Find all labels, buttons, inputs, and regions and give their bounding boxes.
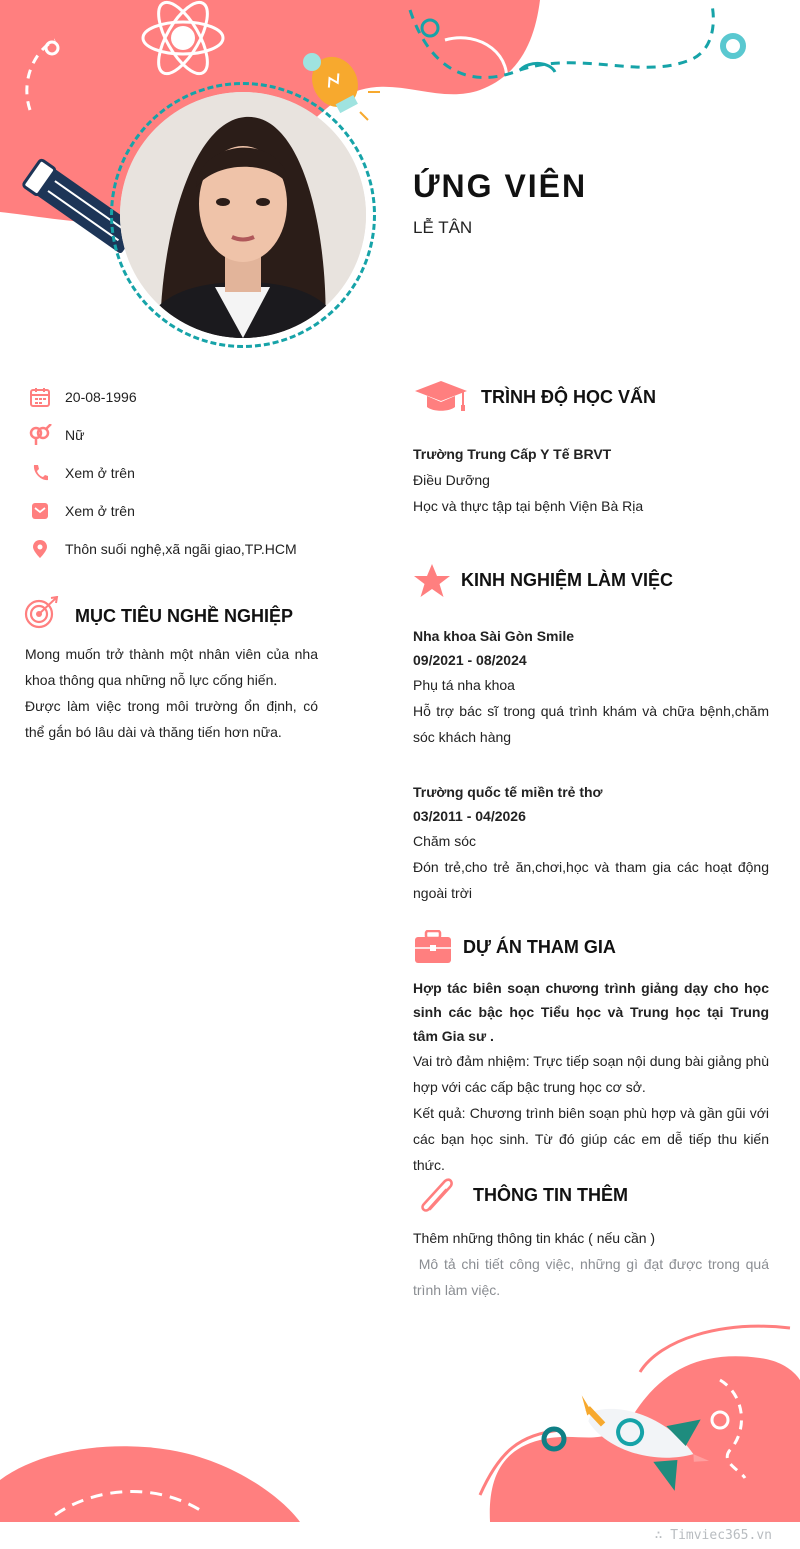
job-company: Trường quốc tế miền trẻ thơ [413, 784, 603, 800]
education-detail: Học và thực tập tại bệnh Viện Bà Rịa [413, 498, 644, 514]
job-period: 09/2021 - 08/2024 [413, 652, 527, 668]
extra-block [413, 1225, 773, 1303]
info-birthday [28, 385, 137, 409]
education-major: Điều Dưỡng [413, 472, 490, 488]
project-name: Hợp tác biên soạn chương trình giảng dạy cho học sinh các bậc học Tiểu học và Trung học tại Trung tâm Gia sư . [413, 980, 769, 1044]
gender-icon [28, 423, 52, 447]
projects-block [413, 976, 769, 1178]
avatar [120, 92, 366, 338]
candidate-name: ỨNG VIÊN [413, 168, 588, 204]
experience-job-2 [413, 780, 769, 906]
job-position: Phụ tá nha khoa [413, 677, 515, 693]
job-description: Hỗ trợ bác sĩ trong quá trình khám và chữa bệnh,chăm sóc khách hàng [413, 703, 769, 745]
extra-line-1: Thêm những thông tin khác ( nếu cần ) [413, 1230, 656, 1246]
calendar-icon [28, 385, 52, 409]
footer-decoration [0, 1300, 800, 1549]
education-school: Trường Trung Cấp Y Tế BRVT [413, 446, 612, 462]
location-icon [28, 537, 52, 561]
phone-text: Xem ở trên [65, 465, 135, 481]
job-description: Đón trẻ,cho trẻ ăn,chơi,học và tham gia các hoạt động ngoài trời [413, 859, 769, 901]
address-text: Thôn suối nghệ,xã ngãi giao,TP.HCM [65, 541, 297, 557]
education-block [413, 441, 769, 519]
email-icon [28, 499, 52, 523]
email-text: Xem ở trên [65, 503, 135, 519]
extra-title: THÔNG TIN THÊM [473, 1185, 628, 1205]
info-phone [28, 461, 135, 485]
objective-title: MỤC TIÊU NGHỀ NGHIỆP [75, 606, 294, 626]
job-position: Chăm sóc [413, 833, 477, 849]
gender-text: Nữ [65, 427, 85, 443]
phone-icon [28, 461, 52, 485]
objective-line-2: Được làm việc trong môi trường ổn định, có thể gắn bó lâu dài và thăng tiến hơn nữa. [25, 698, 318, 740]
project-result: Kết quả: Chương trình biên soạn phù hợp và gần gũi với các bạn học sinh. Từ đó giúp các em dễ tiếp thu kiến thức. [413, 1105, 769, 1173]
candidate-role: LỄ TÂN [413, 218, 473, 237]
paperclip-icon [416, 1175, 458, 1215]
objective-text [25, 641, 318, 745]
info-address [28, 537, 297, 561]
star-icon [413, 563, 451, 599]
briefcase-icon [414, 930, 452, 964]
projects-title: DỰ ÁN THAM GIA [463, 937, 616, 957]
experience-job-1 [413, 624, 769, 750]
watermark: ∴ Timviec365.vn [654, 1528, 772, 1543]
target-icon [24, 596, 60, 630]
graduation-cap-icon [413, 381, 469, 413]
birthday-text: 20-08-1996 [65, 389, 137, 405]
objective-line-1: Mong muốn trở thành một nhân viên của nha khoa thông qua những nỗ lực cống hiến. [25, 646, 318, 688]
info-email [28, 499, 135, 523]
job-period: 03/2011 - 04/2026 [413, 808, 526, 824]
portrait-image [120, 92, 366, 338]
job-company: Nha khoa Sài Gòn Smile [413, 628, 575, 644]
footer-bar [0, 1522, 800, 1549]
education-title: TRÌNH ĐỘ HỌC VẤN [481, 387, 656, 407]
info-gender [28, 423, 84, 447]
avatar-frame [110, 82, 376, 348]
extra-line-2: Mô tả chi tiết công việc, những gì đạt được trong quá trình làm việc. [413, 1256, 773, 1298]
experience-title: KINH NGHIỆM LÀM VIỆC [461, 570, 674, 590]
project-role: Vai trò đảm nhiệm: Trực tiếp soạn nội dung bài giảng phù hợp với các cấp bậc trung học cơ sở. [413, 1053, 769, 1095]
